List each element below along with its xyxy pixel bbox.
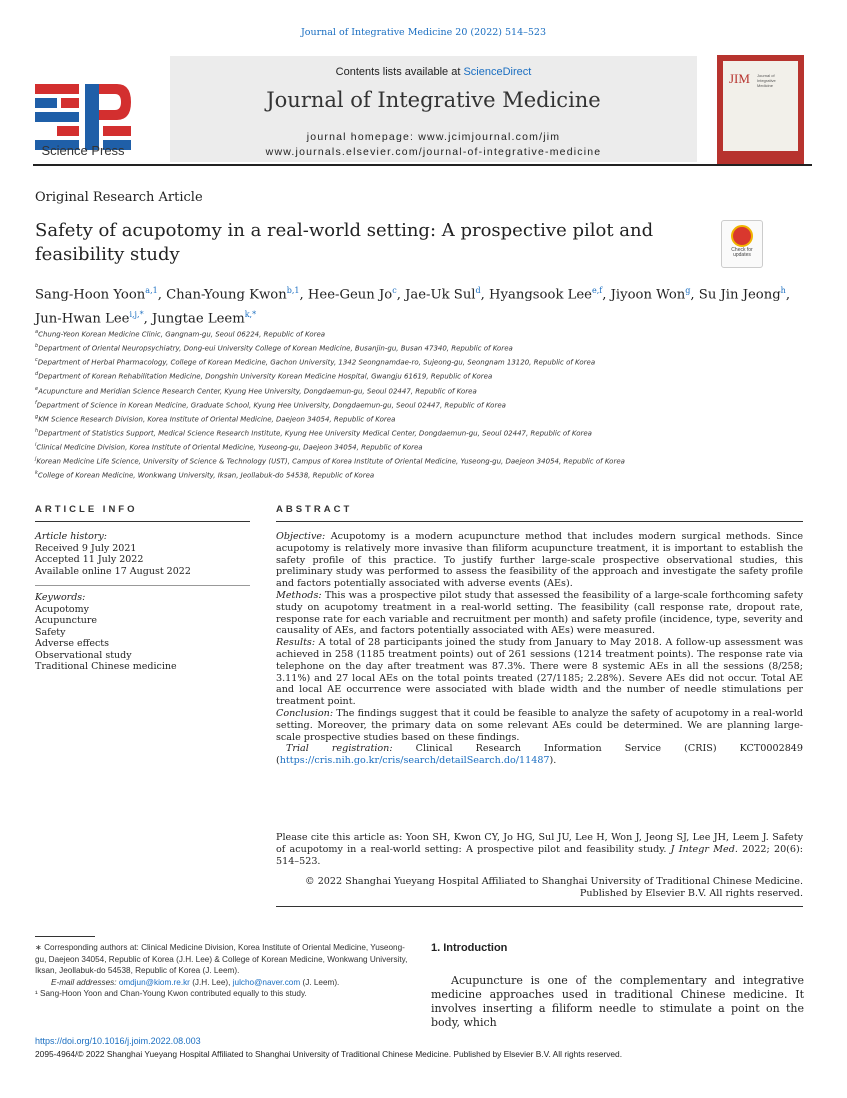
copyright-line-1: © 2022 Shanghai Yueyang Hospital Affiliated to Shanghai University of Traditional Chinese Medicine.: [305, 876, 803, 887]
affiliations: [35, 327, 815, 482]
article-info: [35, 531, 250, 673]
footnote-divider: [35, 936, 95, 937]
cover-subtitle: Journal of Integrative Medicine: [757, 73, 776, 88]
citation-journal: J Integr Med.: [670, 843, 738, 855]
author-name[interactable]: Chan-Young Kwon: [166, 287, 287, 303]
author-separator: ,: [299, 287, 308, 303]
citation-suffix: 2022; 20(6): 514–523.: [276, 843, 804, 867]
abstract-body: [276, 531, 803, 767]
affiliation-key: k: [35, 470, 38, 477]
received-date: Received 9 July 2021: [35, 542, 137, 554]
affiliation-item: [35, 468, 815, 482]
affiliation-key: g: [35, 413, 39, 420]
email-link-2[interactable]: julcho@naver.com: [232, 977, 301, 987]
trial-registration-link[interactable]: https://cris.nih.go.kr/cris/search/detailSearch.do/11487: [279, 755, 550, 767]
author-separator: ,: [143, 311, 152, 327]
article-info-heading: ARTICLE INFO: [35, 504, 138, 515]
affiliation-text: Department of Oriental Neuropsychiatry, Dong-eui University College of Korean Medicine, Busanjin-gu, Busan 47340, Republic of Korea: [38, 344, 513, 353]
affiliation-item: [35, 341, 815, 355]
objective-label: Objective:: [276, 531, 326, 542]
email-link-1[interactable]: omdjun@kiom.re.kr: [118, 977, 190, 987]
affiliation-item: [35, 440, 815, 454]
introduction-text: [431, 974, 804, 1030]
author-affiliation-marker[interactable]: i,j,*: [129, 310, 144, 320]
publisher-name: Science Press: [41, 143, 125, 158]
author-separator: ,: [157, 287, 167, 303]
affiliation-key: i: [35, 442, 37, 448]
affiliation-text: Chung-Yeon Korean Medicine Clinic, Gangnam-gu, Seoul 06224, Republic of Korea: [38, 330, 326, 339]
affiliation-key: j: [35, 456, 37, 463]
author-affiliation-marker[interactable]: a,1: [145, 286, 158, 295]
affiliation-text: Department of Korean Rehabilitation Medicine, Dongshin University Korean Medicine Hospital, Gwangju 61619, Republic of Korea: [38, 372, 493, 381]
article-title: Safety of acupotomy in a real-world setting: A prospective pilot and feasibility study: [35, 220, 654, 265]
keywords-label: Keywords:: [35, 592, 86, 603]
affiliation-text: Acupuncture and Meridian Science Research Center, Kyung Hee University, Dongdaemun-gu, Seoul 02447, Republic of Korea: [38, 386, 477, 395]
affiliation-key: f: [35, 399, 37, 406]
journal-reference[interactable]: Journal of Integrative Medicine 20 (2022) 514–523: [300, 27, 547, 38]
author-name[interactable]: Hee-Geun Jo: [307, 287, 393, 303]
copyright-line-2: Published by Elsevier B.V. All rights reserved.: [579, 887, 803, 899]
affiliation-item: [35, 327, 815, 341]
author-name[interactable]: Sang-Hoon Yoon: [35, 287, 146, 303]
keyword-item: Observational study: [35, 649, 132, 661]
copyright: [276, 876, 803, 900]
affiliation-item: [35, 355, 815, 369]
author-separator: ,: [690, 287, 699, 303]
author-affiliation-marker[interactable]: b,1: [286, 286, 300, 295]
author-affiliation-marker[interactable]: c: [392, 286, 397, 295]
email-2-owner: (J. Leem).: [300, 977, 340, 987]
contents-line: Contents lists available at ScienceDirect: [335, 66, 532, 78]
author-separator: ,: [602, 287, 611, 303]
online-date: Available online 17 August 2022: [35, 565, 191, 577]
objective-text: Acupotomy is a modern acupuncture method that includes modern surgical methods. Since acupotomy is relatively more invasive than filiform acupuncture treatment, it is important to establish the safety profile of this practice. To justify further large-scale prospective observational studies, this preliminary study was performed to assess the feasibility of the approach and investigate the safety profile and factors potentially associated with adverse events (AEs).: [276, 531, 803, 590]
divider: [276, 521, 803, 522]
author-name[interactable]: Hyangsook Lee: [489, 287, 592, 303]
affiliation-text: Korean Medicine Life Science, University of Science & Technology (UST), Campus of Korea Institute of Oriental Medicine, Yuseong-gu, Daejeon 34054, Republic of Korea: [36, 457, 625, 466]
header-divider: [33, 164, 812, 166]
author-affiliation-marker[interactable]: h: [780, 286, 786, 295]
corresponding-note: ∗ Corresponding authors at: Clinical Medicine Division, Korea Institute of Oriental Medicine, Yuseong-gu, Daejeon 34054, Republic of Korea (J.H. Lee) & College of Korean Medicine, Wonkwang University, Iksan, Jeollabuk-do 54538, Republic of Korea (J. Leem).: [35, 943, 408, 975]
doi-link[interactable]: https://doi.org/10.1016/j.joim.2022.08.003: [35, 1036, 201, 1046]
introduction-paragraph: Acupuncture is one of the complementary and integrative medicine approaches used in traditional Chinese medicine. It involves inserting a filiform needle to stimulate a point on the body, which: [431, 974, 804, 1029]
affiliation-item: [35, 412, 815, 426]
citation-prefix: Please cite this article as: Yoon SH, Kwon CY, Jo HG, Sul JU, Lee H, Won J, Jeong SJ, Lee JH, Leem J. Safety of acupotomy in a real-world setting: A prospective pilot and feasibility study.: [276, 832, 803, 855]
trial-text: Clinical Research Information Service (CRIS) KCT0002849 (: [276, 743, 804, 767]
email-1-owner: (J.H. Lee),: [189, 977, 233, 987]
author-affiliation-marker[interactable]: e,f: [592, 286, 603, 295]
author-name[interactable]: Jun-Hwan Lee: [35, 311, 130, 327]
author-name[interactable]: Jae-Uk Sul: [405, 287, 476, 303]
keyword-item: Acupotomy: [35, 603, 90, 615]
affiliation-text: Department of Science in Korean Medicine, Graduate School, Kyung Hee University, Dongdaemun-gu, Seoul 02447, Republic of Korea: [36, 400, 506, 409]
affiliation-key: h: [35, 427, 39, 434]
email-label: E-mail addresses:: [51, 977, 117, 987]
trial-label: Trial registration:: [286, 743, 393, 755]
keyword-item: Acupuncture: [35, 615, 98, 626]
conclusion-text: The findings suggest that it could be feasible to analyze the safety of acupotomy in a real-world setting. Moreover, the primary data on some relevant AEs could be determined. We are planning large-scale prospective studies based on these findings.: [276, 707, 803, 743]
check-for-updates-button[interactable]: [721, 220, 763, 268]
journal-homepage[interactable]: [170, 130, 697, 160]
affiliation-text: College of Korean Medicine, Wonkwang University, Iksan, Jeollabuk-do 54538, Republic of Korea: [37, 471, 375, 480]
divider: [276, 906, 803, 907]
issn-line: 2095-4964/© 2022 Shanghai Yueyang Hospital Affiliated to Shanghai University of Traditional Chinese Medicine. Published by Elsevier B.V. All rights reserved.: [35, 1049, 623, 1059]
keyword-item: Safety: [35, 626, 66, 638]
author-name[interactable]: Jiyoon Won: [610, 287, 686, 303]
check-updates-label: Check for updates: [731, 247, 753, 258]
bookmark-icon: [731, 225, 753, 247]
author-list: [35, 281, 815, 330]
affiliation-text: Department of Herbal Pharmacology, College of Korean Medicine, Gachon University, 1342 Seongnamdae-ro, Sujeong-gu, Seongnam 13120, Republic of Korea: [37, 358, 596, 367]
author-affiliation-marker[interactable]: d: [475, 286, 481, 295]
article-type: Original Research Article: [35, 190, 203, 205]
abstract-heading: ABSTRACT: [276, 504, 353, 515]
affiliation-key: e: [35, 385, 39, 392]
affiliation-text: Clinical Medicine Division, Korea Institute of Oriental Medicine, Yuseong-gu, Daejeon 34054, Republic of Korea: [36, 443, 423, 452]
affiliation-key: b: [35, 343, 39, 350]
history-label: Article history:: [35, 531, 107, 542]
accepted-date: Accepted 11 July 2022: [35, 554, 144, 565]
methods-label: Methods:: [276, 589, 322, 601]
introduction-heading: 1. Introduction: [431, 942, 508, 954]
citation: [276, 832, 803, 867]
affiliation-item: [35, 454, 815, 468]
affiliation-key: d: [35, 371, 39, 378]
results-text: A total of 28 participants joined the study from January to May 2018. A follow-up assessment was achieved in 258 (1185 treatment points) out of 261 sessions (1214 treatment points). The response rate via telephone on the day after treatment was 87.3%. There were 8 systemic AEs in all the sessions (8/258; 3.11%) and 27 local AEs on the total points treated (27/1185; 2.28%). Severe AEs did not occur. Total AE and local AE occurrence were associated with blade width and the number of needle stimulations per treatment point.: [276, 637, 803, 708]
author-separator: ,: [785, 287, 791, 303]
trial-end: ).: [549, 755, 557, 767]
affiliation-item: [35, 398, 815, 412]
author-affiliation-marker[interactable]: k,*: [244, 310, 257, 320]
footnotes: [35, 942, 415, 1000]
author-separator: ,: [396, 287, 406, 303]
methods-text: This was a prospective pilot study that assessed the feasibility of a large-scale forthcoming safety study on acupotomy treatment in a real-world setting. The feasibility (call response rate, dropout rate, response rate for each variable and recruitment per month) and safety profile (incidence, type, severity and causality of AEs, and factors potentially associated with AEs) were measured.: [276, 589, 803, 637]
cover-title: JIM: [729, 71, 750, 86]
keyword-item: Adverse effects: [35, 638, 109, 649]
divider: [35, 585, 250, 586]
affiliation-text: KM Science Research Division, Korea Institute of Oriental Medicine, Daejeon 34054, Republic of Korea: [38, 415, 396, 424]
author-separator: ,: [480, 287, 490, 303]
keywords-list: [35, 604, 250, 673]
affiliation-key: c: [35, 357, 38, 364]
divider: [35, 521, 250, 522]
results-label: Results:: [276, 637, 316, 649]
affiliation-item: [35, 426, 815, 440]
journal-title: Journal of Integrative Medicine: [266, 88, 601, 112]
author-name[interactable]: Su Jin Jeong: [698, 287, 781, 303]
affiliation-item: [35, 384, 815, 398]
journal-cover-image[interactable]: [717, 55, 804, 165]
author-affiliation-marker[interactable]: g: [685, 286, 691, 295]
affiliation-key: a: [35, 329, 39, 335]
homepage-line-1[interactable]: journal homepage: www.jcimjournal.com/jim: [306, 131, 561, 143]
conclusion-label: Conclusion:: [276, 707, 334, 719]
sciencedirect-link[interactable]: ScienceDirect: [463, 66, 532, 78]
affiliation-item: [35, 369, 815, 383]
keyword-item: Traditional Chinese medicine: [35, 661, 177, 672]
affiliation-text: Department of Statistics Support, Medical Science Research Institute, Kyung Hee University Medical Center, Dongdaemun-gu, Seoul 02447, Republic of Korea: [38, 429, 592, 438]
author-name[interactable]: Jungtae Leem: [151, 311, 245, 327]
homepage-line-2[interactable]: www.journals.elsevier.com/journal-of-integrative-medicine: [265, 146, 602, 158]
equal-contribution-note: ¹ Sang-Hoon Yoon and Chan-Young Kwon contributed equally to this study.: [35, 989, 307, 998]
